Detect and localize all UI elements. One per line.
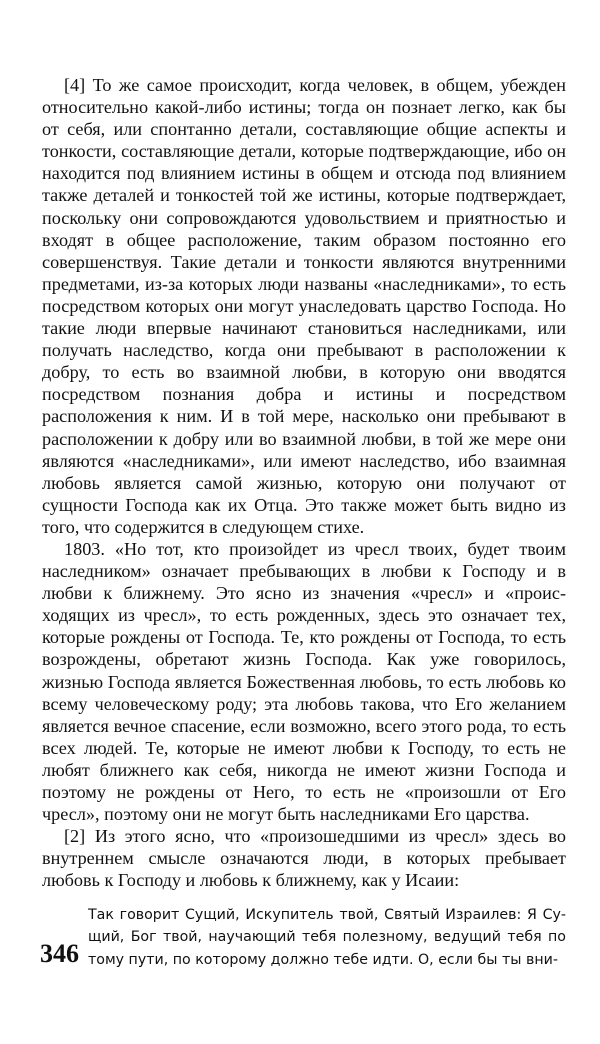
paragraph-1803: 1803. «Но тот, кто произойдет из чресл твоих, будет твоим наследником» означает пребывающих в любви к Господу и в любви к ближнему. Это ясно из значения «чресл» и «происходящих из чресл», то есть рожденных, здесь это означает тех, которые рождены от Господа. Те, кто рождены от Господа, то есть возрождены, обретают жизнь Господа. Как уже говорилось, жизнью Господа является Божественная любовь, то есть любовь ко всему человеческому роду; эта любовь такова, что Его желанием является вечное спасение, если возможно, всего этого рода, то есть всех людей. Те, которые не имеют любви к Господу, то есть не любят ближнего как себя, никогда не имеют жизни Господа и поэтому не рождены от Него, то есть не «произошли от Его чресл», поэтому они не могут быть наследниками Его царства. bbox=[42, 538, 566, 825]
quote-text: Так говорит Сущий, Искупитель твой, Святый Израилев: Я Сущий, Бог твой, научающий тебя полезному, ведущий тебя по тому пути, по которому должно тебе идти. О, если бы ты вни- bbox=[88, 907, 566, 968]
scripture-quote bbox=[88, 904, 566, 971]
page-number: 346 bbox=[40, 939, 79, 968]
paragraph-2: [2] Из этого ясно, что «произошедшими из чресл» здесь во внутреннем смысле означаются люди, в которых пребывает любовь к Господу и любовь к ближнему, как у Исаии: bbox=[42, 826, 566, 891]
paragraph-4: [4] То же самое происходит, когда человек, в общем, убежден относительно какой-либо истины; тогда он познает легко, как бы от себя, или спонтанно детали, составляющие общие аспекты и тонкости, составляющие детали, которые подтверждающие, ибо он находится под влиянием истины в общем и отсюда под влиянием также деталей и тонкостей той же истины, которые подтверждает, поскольку они сопровождаются удовольствием и приятностью и входят в общее расположение, таким образом постоянно его совершенствуя. Такие детали и тонкости являются внутренними предметами, из-за которых люди названы «наследниками», то есть посредством которых они могут унаследовать царство Господа. Но такие люди впервые начинают становиться наследниками, или получать наследство, когда они пребывают в расположении к добру, то есть во взаимной любви, в которую они вводятся посредством познания добра и истины и посредством расположения к ним. И в той мере, насколько они пребывают в расположении к добру или во взаимной любви, в той же мере они являются «наследниками», или имеют наследство, ибо взаимная любовь является самой жизнью, которую они получают от сущности Господа как их Отца. Это также может быть видно из того, что содержится в следующем стихе. bbox=[42, 75, 566, 537]
main-text bbox=[42, 74, 566, 891]
